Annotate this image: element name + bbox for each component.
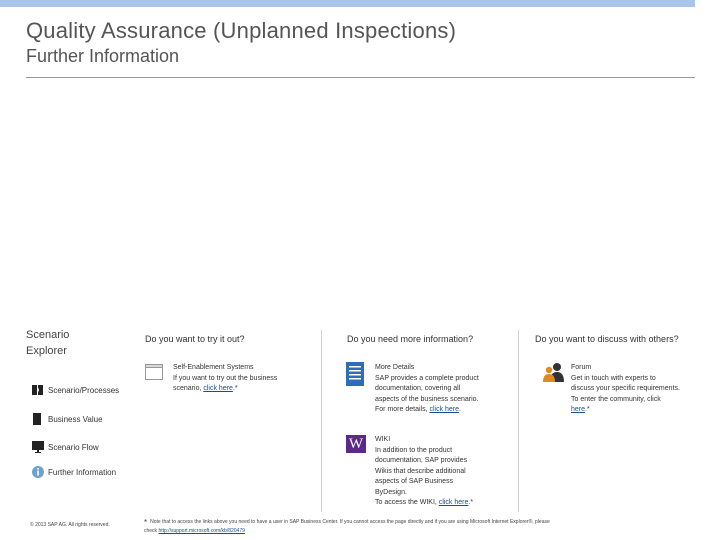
item-line: aspects of SAP Business (375, 478, 454, 485)
community-icon (543, 362, 565, 387)
item-title: WIKI (375, 436, 391, 443)
item-line: aspects of the business scenario. (375, 395, 479, 403)
sidebar-item-scenario-flow[interactable] (32, 441, 99, 453)
item-line: If you want to try out the business (173, 374, 278, 382)
page-title: Quality Assurance (Unplanned Inspections) (26, 18, 457, 43)
link-prefix: To access the WIKI, (375, 499, 439, 506)
top-accent-bar (0, 0, 695, 7)
more-details-text (375, 363, 479, 416)
item-title: Forum (571, 364, 592, 371)
document-lines-icon (346, 362, 364, 391)
scenario-processes-icon (32, 384, 44, 396)
column-heading-discuss: Do you want to discuss with others? (535, 334, 679, 344)
monitor-icon (32, 441, 44, 453)
sidebar-item-business-value[interactable] (32, 413, 103, 425)
link-suffix: .* (468, 499, 474, 506)
item-title: Self-Enablement Systems (173, 364, 254, 371)
item-line: To enter the community, click (571, 395, 661, 403)
link-suffix: .* (232, 385, 238, 392)
forum-text (571, 363, 680, 416)
item-line: In addition to the product (375, 446, 453, 454)
link-prefix: scenario, (173, 385, 204, 392)
footnote-text: Note that to access the links above you need to have a user in SAP Business Center. If you cannot access the page directly and if you are using Microsoft Internet Explorer®, please (150, 519, 550, 525)
sidebar-item-scenario-processes[interactable] (32, 384, 119, 396)
self-enablement-text (173, 363, 277, 395)
link-suffix: . (459, 406, 461, 413)
wiki-text (375, 435, 473, 509)
wiki-icon: W (346, 435, 366, 453)
link-suffix: .* (585, 406, 590, 413)
column-divider (321, 330, 322, 512)
item-link-line (173, 384, 277, 395)
sidebar-item-label: Scenario/Processes (48, 385, 120, 395)
item-line: SAP provides a complete product (375, 374, 479, 382)
copyright-text: © 2013 SAP AG. All rights reserved. (30, 522, 110, 528)
document-icon (32, 413, 44, 425)
column-heading-try: Do you want to try it out? (145, 334, 245, 344)
page-subtitle: Further Information (26, 46, 180, 66)
item-link-line (571, 405, 680, 416)
item-link-line (375, 405, 479, 416)
info-icon (32, 466, 44, 478)
column-heading-info: Do you need more information? (347, 334, 474, 344)
forum-link[interactable]: here (571, 406, 586, 413)
item-line: discuss your specific requirements. (571, 385, 680, 392)
sidebar-item-further-information[interactable] (32, 466, 116, 478)
explorer-title-line2: Explorer (26, 345, 67, 357)
item-title: More Details (375, 364, 415, 371)
footnote-line2 (144, 527, 550, 536)
item-line: documentation, SAP provides (375, 457, 468, 464)
window-icon (145, 364, 163, 385)
more-details-link[interactable]: click here (429, 406, 460, 413)
footnote-line1 (144, 518, 550, 527)
footnote-kb-link[interactable]: http://support.microsoft.com/kb/820479 (158, 528, 245, 534)
link-prefix: For more details, (375, 406, 430, 413)
item-line: Wikis that describe additional (375, 467, 466, 475)
footnote-star: * (144, 518, 148, 527)
column-divider (518, 330, 519, 512)
item-line: documentation, covering all (375, 385, 461, 392)
item-line: ByDesign. (375, 488, 407, 496)
scenario-explorer-title (26, 327, 69, 359)
sidebar-item-label: Further Information (48, 467, 117, 477)
footnote (144, 518, 550, 536)
wiki-link[interactable]: click here (438, 499, 469, 506)
item-line: Get in touch with experts to (571, 374, 656, 382)
item-link-line (375, 498, 473, 509)
sidebar-item-label: Scenario Flow (48, 442, 99, 452)
self-enablement-link[interactable]: click here (203, 385, 233, 392)
sidebar-item-label: Business Value (48, 414, 103, 424)
explorer-title-line1: Scenario (26, 329, 70, 341)
footnote-prefix: check (144, 528, 159, 534)
header-divider (26, 77, 695, 78)
